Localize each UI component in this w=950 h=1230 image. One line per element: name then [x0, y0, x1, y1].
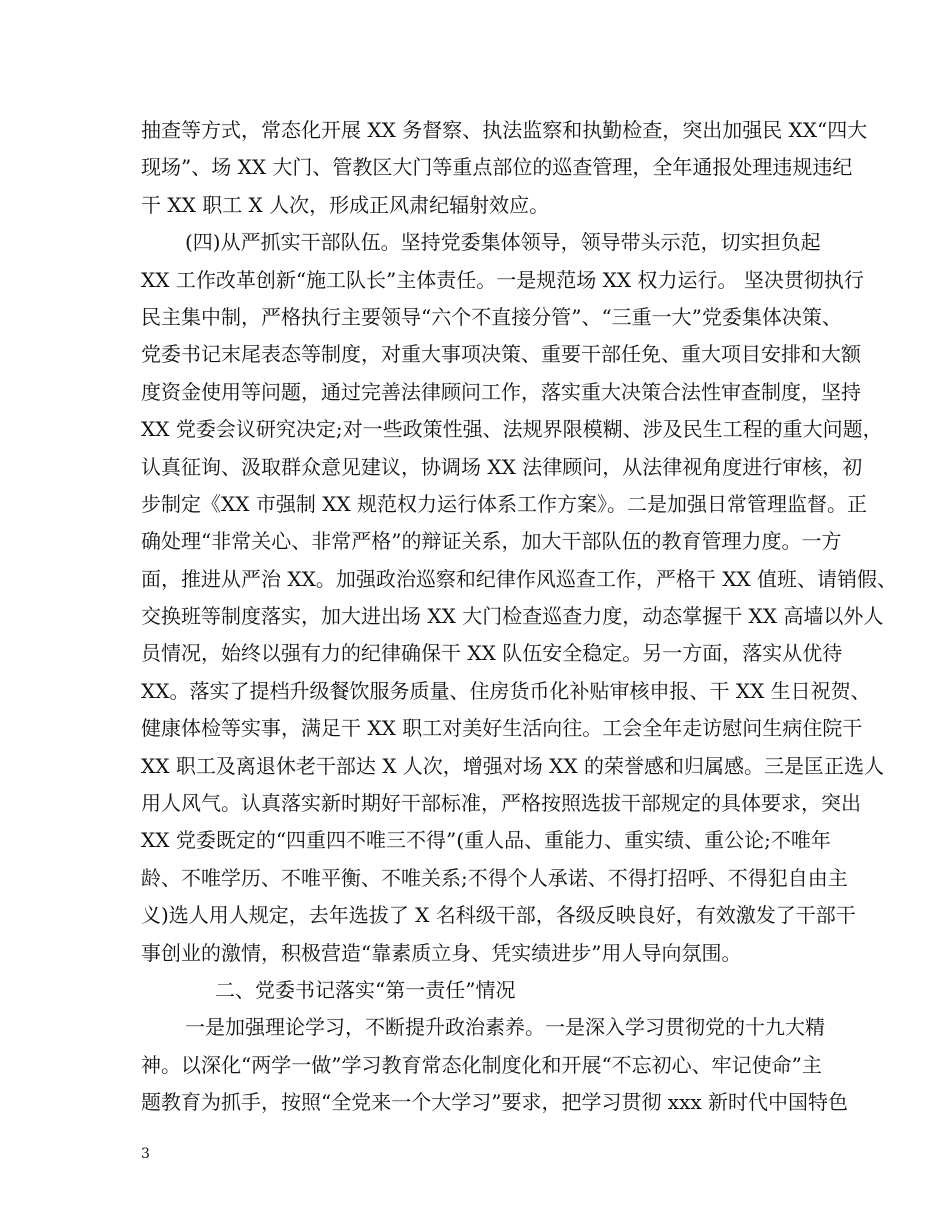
text-line: 党委书记末尾表态等制度，对重大事项决策、重要干部任免、重大项目安排和大额 — [141, 342, 861, 367]
text-line: 健康体检等实事，满足干 XX 职工对美好生活向往。工会全年走访慰问生病住院干 — [141, 716, 863, 741]
text-line: 用人风气。认真落实新时期好干部标准，严格按照选拔干部规定的具体要求，突出 — [141, 791, 861, 816]
text-line: 员情况，始终以强有力的纪律确保干 XX 队伍安全稳定。另一方面，落实从优待 — [141, 641, 843, 666]
text-line: XX 党委会议研究决定;对一些政策性强、法规界限模糊、涉及民生工程的重大问题， — [141, 417, 883, 442]
text-line: 步制定《XX 市强制 XX 规范权力运行体系工作方案》。二是加强日常管理监督。正 — [141, 491, 868, 516]
text-line: 题教育为抓手，按照“全党来一个大学习”要求，把学习贯彻 xxx 新时代中国特色 — [141, 1090, 849, 1115]
section-heading: 二、党委书记落实“第一责任”情况 — [215, 977, 516, 1002]
text-line: 事创业的激情，积极营造“靠素质立身、凭实绩进步”用人导向氛围。 — [141, 940, 742, 965]
text-line: XX 工作改革创新“施工队长”主体责任。一是规范场 XX 权力运行。 坚决贯彻执行 — [141, 267, 864, 292]
text-line: XX 党委既定的“四重四不唯三不得”(重人品、重能力、重实绩、重公论;不唯年 — [141, 828, 831, 853]
text-line: 抽查等方式，常态化开展 XX 务督察、执法监察和执勤检查，突出加强民 XX“四大 — [141, 118, 868, 142]
text-line: 面，推进从严治 XX。加强政治巡察和纪律作风巡查工作，严格干 XX 值班、请销假、 — [141, 566, 898, 591]
document-body — [141, 112, 898, 1122]
text-line: 度资金使用等问题，通过完善法律顾问工作，落实重大决策合法性审查制度，坚持 — [141, 379, 861, 404]
page-number: 3 — [141, 1146, 150, 1162]
section-paragraph-start: 一是加强理论学习，不断提升政治素养。一是深入学习贯彻党的十九大精 — [185, 1015, 825, 1040]
text-line: 龄、不唯学历、不唯平衡、不唯关系;不得个人承诺、不得打招呼、不得犯自由主 — [141, 865, 848, 890]
section-paragraph-start: (四)从严抓实干部队伍。坚持党委集体领导，领导带头示范，切实担负起 — [185, 230, 821, 255]
text-line: 神。以深化“两学一做”学习教育常态化制度化和开展“不忘初心、牢记使命”主 — [141, 1052, 822, 1077]
text-line: 义)选人用人规定，去年选拔了 X 名科级干部，各级反映良好，有效激发了干部干 — [141, 903, 856, 928]
text-line: 认真征询、汲取群众意见建议，协调场 XX 法律顾问，从法律视角度进行审核，初 — [141, 454, 863, 479]
text-line: 干 XX 职工 X 人次，形成正风肃纪辐射效应。 — [141, 192, 550, 217]
text-line: 现场”、场 XX 大门、管教区大门等重点部位的巡查管理，全年通报处理违规违纪 — [141, 155, 853, 180]
text-line: 交换班等制度落实，加大进出场 XX 大门检查巡查力度，动态掌握干 XX 高墙以外人 — [141, 604, 884, 629]
text-line: XX。落实了提档升级餐饮服务质量、住房货币化补贴审核申报、干 XX 生日祝贺、 — [141, 678, 871, 703]
text-line: XX 职工及离退休老干部达 X 人次，增强对场 XX 的荣誉感和归属感。三是匡正选人 — [141, 753, 884, 778]
text-line: 民主集中制，严格执行主要领导“六个不直接分管”、“三重一大”党委集体决策、 — [141, 304, 842, 329]
text-line: 确处理“非常关心、非常严格”的辩证关系，加大干部队伍的教育管理力度。一方 — [141, 529, 842, 554]
